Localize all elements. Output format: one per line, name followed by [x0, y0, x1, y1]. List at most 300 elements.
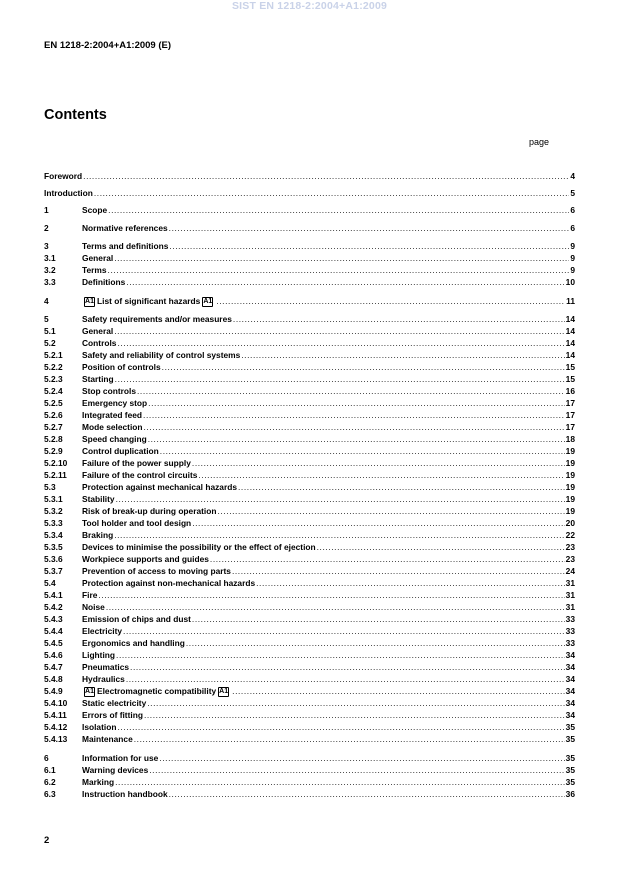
toc-entry-title	[82, 662, 129, 673]
toc-leader-dots	[160, 446, 565, 457]
toc-entry-title-text: Failure of the control circuits	[82, 470, 198, 480]
toc-entry-title-text: Marking	[82, 777, 115, 787]
toc-leader-dots	[148, 398, 565, 409]
toc-entry[interactable]	[44, 577, 575, 589]
toc-leader-dots	[144, 710, 565, 721]
toc-leader-dots	[256, 578, 565, 589]
toc-entry-title	[82, 338, 116, 349]
toc-entry-number: 5.2.9	[44, 446, 63, 456]
toc-entry-page: 19	[565, 446, 575, 456]
toc-entry-title	[82, 434, 147, 445]
toc-entry-title	[82, 602, 105, 613]
watermark: SIST EN 1218-2:2004+A1:2009	[231, 0, 388, 12]
toc-entry-number: 5.4.7	[44, 662, 63, 672]
toc-entry[interactable]	[44, 764, 575, 776]
toc-entry-page: 35	[565, 765, 575, 775]
amendment-start-icon: A1	[85, 687, 94, 695]
toc-entry-page: 22	[565, 530, 575, 540]
toc-entry-page: 23	[565, 542, 575, 552]
toc-entry-page: 17	[565, 410, 575, 420]
toc-leader-dots	[108, 205, 569, 216]
toc-leader-dots	[169, 241, 569, 252]
toc-entry-number: 5.4.3	[44, 614, 63, 624]
toc-entry[interactable]	[44, 493, 575, 505]
toc-entry-title	[82, 686, 231, 697]
toc-entry-title	[82, 265, 107, 276]
toc-entry-page: 15	[565, 362, 575, 372]
toc-entry-number: 5.4.1	[44, 590, 63, 600]
toc-entry-title-text: Warning devices	[82, 765, 149, 775]
toc-leader-dots	[147, 698, 564, 709]
toc-entry-title-text: Braking	[82, 530, 114, 540]
toc-entry-title-text: Starting	[82, 374, 114, 384]
toc-entry-page: 9	[570, 241, 575, 251]
toc-entry-page: 34	[565, 686, 575, 696]
toc-entry[interactable]	[44, 788, 575, 800]
toc-leader-dots	[232, 686, 565, 697]
toc-entry-number: 5.4.12	[44, 722, 68, 732]
toc-entry-number: 5.4.10	[44, 698, 68, 708]
toc-entry-number: 2	[44, 223, 49, 233]
toc-leader-dots	[114, 253, 569, 264]
toc-entry[interactable]	[44, 445, 575, 457]
toc-entry[interactable]	[44, 421, 575, 433]
toc-entry-title	[82, 753, 158, 764]
toc-entry-number: 5.4.2	[44, 602, 63, 612]
toc-entry[interactable]	[44, 385, 575, 397]
toc-leader-dots	[116, 494, 565, 505]
toc-entry[interactable]	[44, 276, 575, 288]
toc-entry-title-text: Failure of the power supply	[82, 458, 191, 468]
toc-entry-page: 19	[565, 494, 575, 504]
toc-entry[interactable]	[44, 553, 575, 565]
toc-leader-dots	[143, 410, 565, 421]
amendment-end-icon: A1	[219, 687, 229, 695]
toc-entry-title	[44, 188, 93, 199]
toc-entry[interactable]	[44, 517, 575, 529]
amendment-end-icon: A1	[203, 297, 213, 305]
toc-entry-title	[82, 277, 125, 288]
toc-entry[interactable]	[44, 673, 575, 685]
toc-entry[interactable]	[44, 625, 575, 637]
toc-entry[interactable]	[44, 240, 575, 252]
toc-entry-number: 5.3.1	[44, 494, 63, 504]
toc-entry-page: 34	[565, 698, 575, 708]
toc-entry-title-text: Mode selection	[82, 422, 143, 432]
toc-leader-dots	[198, 470, 564, 481]
toc-entry[interactable]	[44, 589, 575, 601]
page-column-label: page	[529, 137, 550, 147]
toc-entry[interactable]	[44, 204, 575, 216]
toc-entry-title-text: Electricity	[82, 626, 123, 636]
toc-entry-title-text: Ergonomics and handling	[82, 638, 185, 648]
toc-entry-page: 9	[570, 265, 575, 275]
toc-leader-dots	[115, 374, 565, 385]
toc-entry-title-text: Stability	[82, 494, 115, 504]
toc-entry-number: 5.2.2	[44, 362, 63, 372]
toc-entry[interactable]	[44, 541, 575, 553]
toc-entry-page: 35	[565, 722, 575, 732]
toc-leader-dots	[159, 753, 564, 764]
toc-entry-title	[82, 710, 143, 721]
toc-entry-page: 23	[565, 554, 575, 564]
toc-entry-title-text: Emission of chips and dust	[82, 614, 191, 624]
toc-leader-dots	[114, 530, 564, 541]
toc-entry-title	[44, 171, 82, 182]
toc-entry-number: 5.3.3	[44, 518, 63, 528]
page-title: Contents	[44, 107, 107, 123]
toc-entry-title	[82, 777, 114, 788]
toc-entry-page: 9	[570, 253, 575, 263]
toc-entry-number: 5.3.2	[44, 506, 63, 516]
toc-leader-dots	[94, 188, 569, 199]
toc-leader-dots	[114, 326, 564, 337]
toc-entry-number: 5.2.7	[44, 422, 63, 432]
toc-entry-title	[82, 470, 197, 481]
toc-entry-number: 5.4.6	[44, 650, 63, 660]
toc-leader-dots	[317, 542, 565, 553]
toc-entry-title-text: Safety requirements and/or measures	[82, 314, 232, 324]
toc-entry-title	[82, 674, 125, 685]
toc-entry-number: 6.2	[44, 777, 56, 787]
toc-entry[interactable]	[44, 529, 575, 541]
toc-entry[interactable]	[44, 469, 575, 481]
toc-entry-title	[82, 326, 113, 337]
toc-entry-title-text: Fire	[82, 590, 98, 600]
toc-entry[interactable]	[44, 565, 575, 577]
footer-page-number: 2	[44, 835, 50, 846]
toc-entry-title-text: Normative references	[82, 223, 168, 233]
toc-leader-dots	[144, 422, 565, 433]
toc-entry-title-text: Controls	[82, 338, 117, 348]
toc-entry[interactable]	[44, 187, 575, 199]
toc-entry-title-text: Terms	[82, 265, 107, 275]
toc-entry-title-text: Protection against mechanical hazards	[82, 482, 237, 492]
toc-leader-dots	[192, 458, 565, 469]
toc-entry[interactable]	[44, 361, 575, 373]
toc-leader-dots	[117, 338, 564, 349]
toc-entry-title-text: Workpiece supports and guides	[82, 554, 209, 564]
toc-entry-page: 6	[570, 223, 575, 233]
toc-entry-title-text: Integrated feed	[82, 410, 143, 420]
toc-leader-dots	[126, 277, 564, 288]
toc-entry-number: 5.2.1	[44, 350, 63, 360]
toc-leader-dots	[115, 777, 565, 788]
toc-leader-dots	[210, 554, 565, 565]
toc-entry-number: 5.2.8	[44, 434, 63, 444]
toc-leader-dots	[192, 614, 565, 625]
toc-entry-title	[82, 386, 136, 397]
toc-entry-page: 24	[565, 566, 575, 576]
toc-entry-number: 5.2.5	[44, 398, 63, 408]
toc-leader-dots	[106, 602, 565, 613]
toc-entry-page: 19	[565, 458, 575, 468]
toc-leader-dots	[83, 171, 569, 182]
toc-entry-number: 5.4	[44, 578, 56, 588]
toc-entry-title	[82, 578, 255, 589]
toc-leader-dots	[123, 626, 565, 637]
toc-entry-number: 5.3.6	[44, 554, 63, 564]
toc-entry-title-text: Devices to minimise the possibility or the effect of ejection	[82, 542, 316, 552]
toc-leader-dots	[98, 590, 564, 601]
toc-entry-number: 1	[44, 205, 49, 215]
toc-entry-title	[82, 494, 115, 505]
toc-entry[interactable]	[44, 373, 575, 385]
toc-entry-title-text: Prevention of access to moving parts	[82, 566, 231, 576]
toc-entry-title-text: Hydraulics	[82, 674, 125, 684]
toc-entry-page: 10	[565, 277, 575, 287]
toc-entry-title	[82, 422, 143, 433]
toc-entry-number: 5.2	[44, 338, 56, 348]
toc-entry-title	[82, 590, 97, 601]
toc-entry-page: 14	[565, 338, 575, 348]
toc-entry-title	[82, 734, 133, 745]
toc-entry-title	[82, 530, 113, 541]
toc-entry[interactable]	[44, 264, 575, 276]
toc-entry-page: 35	[565, 777, 575, 787]
toc-entry[interactable]	[44, 733, 575, 745]
toc-entry-number: 5.4.9	[44, 686, 63, 696]
toc-entry-title	[82, 626, 122, 637]
toc-entry[interactable]	[44, 697, 575, 709]
toc-entry-number: 5.4.8	[44, 674, 63, 684]
toc-entry[interactable]	[44, 637, 575, 649]
toc-entry-title	[82, 542, 316, 553]
toc-entry-title	[82, 314, 232, 325]
toc-entry-page: 19	[565, 482, 575, 492]
toc-entry-title	[82, 458, 191, 469]
toc-entry-page: 34	[565, 662, 575, 672]
toc-leader-dots	[117, 722, 564, 733]
toc-entry-page: 15	[565, 374, 575, 384]
toc-entry[interactable]	[44, 433, 575, 445]
toc-entry-title-text: General	[82, 326, 114, 336]
toc-entry-page: 6	[570, 205, 575, 215]
toc-entry-title	[82, 765, 148, 776]
toc-entry-page: 11	[566, 296, 575, 306]
toc-leader-dots	[192, 518, 564, 529]
toc-entry-title	[82, 638, 185, 649]
toc-leader-dots	[238, 482, 565, 493]
toc-entry-title-text: Maintenance	[82, 734, 133, 744]
toc-entry-title-text: Tool holder and tool design	[82, 518, 192, 528]
toc-entry-page: 35	[565, 734, 575, 744]
toc-entry-page: 31	[565, 590, 575, 600]
toc-entry-title	[82, 205, 107, 216]
toc-entry-title	[82, 296, 215, 307]
toc-entry-title-text: Speed changing	[82, 434, 147, 444]
toc-entry[interactable]	[44, 337, 575, 349]
toc-entry[interactable]	[44, 709, 575, 721]
toc-leader-dots	[149, 765, 564, 776]
toc-entry-page: 35	[565, 753, 575, 763]
toc-entry-title	[82, 789, 168, 800]
toc-entry-page: 34	[565, 710, 575, 720]
toc-entry-page: 5	[570, 188, 575, 198]
toc-entry[interactable]	[44, 776, 575, 788]
toc-entry-page: 20	[565, 518, 575, 528]
toc-entry-title-text: Risk of break-up during operation	[82, 506, 217, 516]
toc-entry-title-text: Introduction	[44, 188, 93, 198]
toc-entry-title-text: Foreword	[44, 171, 83, 181]
toc-leader-dots	[126, 674, 565, 685]
toc-entry-page: 34	[565, 674, 575, 684]
toc-entry-title	[82, 374, 114, 385]
toc-entry-number: 5.3.7	[44, 566, 63, 576]
toc-entry-title	[82, 398, 147, 409]
toc-entry-title	[82, 482, 237, 493]
toc-entry-number: 5.4.5	[44, 638, 63, 648]
toc-entry-number: 5.3.4	[44, 530, 63, 540]
toc-entry[interactable]	[44, 685, 575, 697]
toc-entry-title-text: Emergency stop	[82, 398, 148, 408]
toc-entry-page: 31	[565, 602, 575, 612]
toc-entry[interactable]	[44, 752, 575, 764]
toc-leader-dots	[233, 314, 565, 325]
toc-entry-title	[82, 241, 168, 252]
toc-entry-title-text: General	[82, 253, 114, 263]
toc-entry-number: 5.3.5	[44, 542, 63, 552]
toc-leader-dots	[169, 223, 570, 234]
toc-entry-title-text: Electromagnetic compatibility	[97, 686, 217, 696]
toc-entry-title-text: Noise	[82, 602, 105, 612]
toc-entry[interactable]	[44, 481, 575, 493]
toc-leader-dots	[241, 350, 564, 361]
toc-entry-title-text: Errors of fitting	[82, 710, 143, 720]
toc-entry-number: 6	[44, 753, 49, 763]
toc-entry[interactable]	[44, 170, 575, 182]
toc-entry[interactable]	[44, 457, 575, 469]
toc-entry-number: 5.4.11	[44, 710, 67, 720]
toc-entry[interactable]	[44, 721, 575, 733]
toc-leader-dots	[216, 296, 565, 307]
toc-entry-page: 33	[565, 626, 575, 636]
toc-entry-page: 14	[565, 326, 575, 336]
document-reference: EN 1218-2:2004+A1:2009 (E)	[44, 40, 172, 51]
toc-entry-title	[82, 614, 191, 625]
toc-leader-dots	[130, 662, 565, 673]
toc-entry-page: 31	[565, 578, 575, 588]
toc-entry-page: 4	[570, 171, 575, 181]
toc-entry[interactable]	[44, 649, 575, 661]
toc-leader-dots	[116, 650, 565, 661]
toc-entry[interactable]	[44, 295, 575, 307]
toc-entry[interactable]	[44, 349, 575, 361]
toc-leader-dots	[169, 789, 565, 800]
toc-entry-title-text: Information for use	[82, 753, 159, 763]
toc-entry[interactable]	[44, 613, 575, 625]
toc-entry-title-text: Safety and reliability of control systems	[82, 350, 241, 360]
toc-entry-title	[82, 350, 240, 361]
toc-entry-title-text: Static electricity	[82, 698, 147, 708]
toc-entry-page: 19	[565, 506, 575, 516]
toc-entry-title-text: Stop controls	[82, 386, 136, 396]
toc-entry-title-text: List of significant hazards	[97, 296, 201, 306]
toc-leader-dots	[108, 265, 570, 276]
toc-entry[interactable]	[44, 661, 575, 673]
toc-entry[interactable]	[44, 397, 575, 409]
toc-entry-number: 5.2.3	[44, 374, 63, 384]
toc-entry-number: 3.2	[44, 265, 56, 275]
toc-entry-title	[82, 650, 115, 661]
toc-entry-page: 19	[565, 470, 575, 480]
toc-entry-page: 16	[565, 386, 575, 396]
toc-entry-page: 17	[565, 422, 575, 432]
toc-entry-number: 4	[44, 296, 49, 306]
toc-entry[interactable]	[44, 409, 575, 421]
toc-entry-page: 36	[565, 789, 575, 799]
toc-entry-title	[82, 554, 209, 565]
toc-entry-title	[82, 362, 161, 373]
toc-entry[interactable]	[44, 505, 575, 517]
toc-entry-number: 5.3	[44, 482, 56, 492]
amendment-start-icon: A1	[85, 297, 94, 305]
toc-entry-page: 18	[565, 434, 575, 444]
toc-entry-page: 33	[565, 614, 575, 624]
toc-entry-number: 5	[44, 314, 49, 324]
toc-leader-dots	[134, 734, 565, 745]
toc-entry-number: 3	[44, 241, 49, 251]
toc-entry-number: 3.1	[44, 253, 56, 263]
toc-leader-dots	[217, 506, 564, 517]
toc-entry-title-text: Position of controls	[82, 362, 161, 372]
toc-entry-number: 5.2.11	[44, 470, 67, 480]
toc-entry-page: 34	[565, 650, 575, 660]
toc-entry-title-text: Isolation	[82, 722, 117, 732]
toc-leader-dots	[232, 566, 565, 577]
toc-entry-title-text: Definitions	[82, 277, 126, 287]
toc-entry-title-text: Control duplication	[82, 446, 159, 456]
toc-entry-number: 5.4.4	[44, 626, 63, 636]
toc-entry[interactable]	[44, 313, 575, 325]
toc-entry-title-text: Scope	[82, 205, 108, 215]
toc-entry-number: 5.2.6	[44, 410, 63, 420]
toc-entry[interactable]	[44, 252, 575, 264]
toc-entry[interactable]	[44, 325, 575, 337]
toc-entry-page: 33	[565, 638, 575, 648]
toc-entry-title	[82, 410, 142, 421]
toc-entry-title-text: Pneumatics	[82, 662, 130, 672]
toc-leader-dots	[148, 434, 565, 445]
toc-entry-number: 5.2.4	[44, 386, 63, 396]
toc-entry[interactable]	[44, 601, 575, 613]
toc-leader-dots	[186, 638, 565, 649]
toc-entry-page: 17	[565, 398, 575, 408]
toc-leader-dots	[162, 362, 565, 373]
toc-entry-title	[82, 722, 116, 733]
toc-entry-number: 6.1	[44, 765, 56, 775]
toc-entry-title	[82, 506, 216, 517]
toc-entry-number: 5.1	[44, 326, 56, 336]
toc-leader-dots	[137, 386, 565, 397]
toc-entry-title-text: Instruction handbook	[82, 789, 168, 799]
toc-entry-page: 14	[565, 314, 575, 324]
toc-entry-title	[82, 446, 159, 457]
toc-entry-title-text: Protection against non-mechanical hazards	[82, 578, 256, 588]
toc-entry-number: 3.3	[44, 277, 56, 287]
toc-entry-title	[82, 253, 113, 264]
toc-entry-title	[82, 223, 168, 234]
toc-entry-title	[82, 698, 146, 709]
toc-entry-title-text: Lighting	[82, 650, 116, 660]
toc-entry[interactable]	[44, 222, 575, 234]
toc-entry-number: 5.2.10	[44, 458, 68, 468]
toc-entry-title	[82, 518, 191, 529]
toc-entry-page: 14	[565, 350, 575, 360]
toc-entry-number: 5.4.13	[44, 734, 68, 744]
toc-entry-title-text: Terms and definitions	[82, 241, 169, 251]
toc-entry-number: 6.3	[44, 789, 56, 799]
